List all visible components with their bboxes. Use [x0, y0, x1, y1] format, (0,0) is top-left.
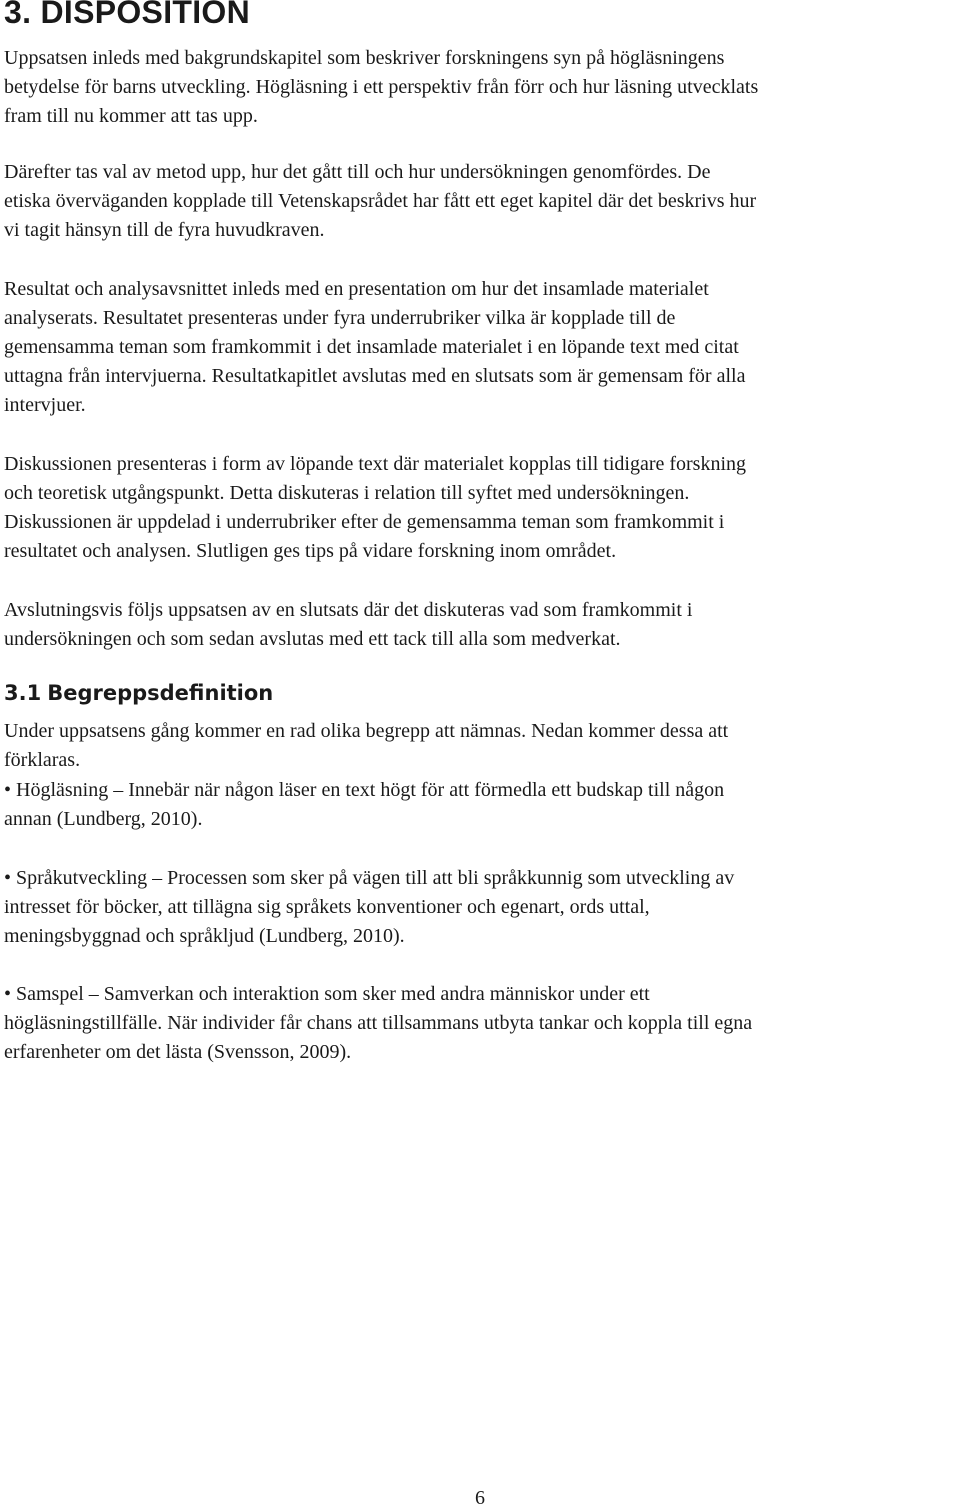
text-line: intresset för böcker, att tillägna sig språkets konventioner och egenart, ords uttal,	[4, 896, 650, 918]
text-line: resultatet och analysen. Slutligen ges tips på vidare forskning inom området.	[4, 540, 617, 562]
page-number: 6	[475, 1487, 485, 1509]
text-line: Under uppsatsens gång kommer en rad olika begrepp att nämnas. Nedan kommer dessa att	[4, 720, 729, 742]
subsection-number: 3.1	[4, 681, 42, 705]
paragraph-results	[4, 275, 960, 420]
text-line: Därefter tas val av metod upp, hur det gått till och hur undersökningen genomfördes. De	[4, 161, 711, 183]
text-line: högläsningstillfälle. När individer får chans att tillsammans utbyta tankar och koppla till egna	[4, 1012, 753, 1034]
text-line: Uppsatsen inleds med bakgrundskapitel som beskriver forskningens syn på högläsningens	[4, 47, 725, 69]
text-line: • Samspel – Samverkan och interaktion som sker med andra människor under ett	[4, 983, 650, 1005]
text-line: gemensamma teman som framkommit i det insamlade materialet i en löpande text med citat	[4, 336, 739, 358]
text-line: uttagna från intervjuerna. Resultatkapitlet avslutas med en slutsats som är gemensam för alla	[4, 365, 746, 387]
text-line: Resultat och analysavsnittet inleds med en presentation om hur det insamlade materialet	[4, 278, 709, 300]
text-line: betydelse för barns utveckling. Högläsning i ett perspektiv från förr och hur läsning utvecklats	[4, 76, 759, 98]
paragraph-conclusion	[4, 596, 960, 654]
text-line: intervjuer.	[4, 394, 86, 416]
text-line: och teoretisk utgångspunkt. Detta diskuteras i relation till syftet med undersökningen.	[4, 482, 690, 504]
definition-sprakutveckling	[4, 864, 960, 951]
text-line: Diskussionen presenteras i form av löpande text där materialet kopplas till tidigare forskning	[4, 453, 747, 475]
text-line: meningsbyggnad och språkljud (Lundberg, 2010).	[4, 925, 405, 947]
definition-hoglasning	[4, 776, 960, 834]
subsection-title: Begreppsdefinition	[47, 681, 274, 705]
text-line: • Högläsning – Innebär när någon läser en text högt för att förmedla ett budskap till någon	[4, 779, 725, 801]
text-line: • Språkutveckling – Processen som sker på vägen till att bli språkkunnig som utveckling av	[4, 867, 735, 889]
text-line: etiska överväganden kopplade till Vetenskapsrådet har fått ett eget kapitel där det beskrivs hur	[4, 190, 757, 212]
text-line: Diskussionen är uppdelad i underrubriker efter de gemensamma teman som framkommit i	[4, 511, 725, 533]
text-line: analyserats. Resultatet presenteras under fyra underrubriker vilka är kopplade till de	[4, 307, 676, 329]
subsection-heading	[4, 676, 273, 710]
text-line: förklaras.	[4, 749, 81, 771]
text-line: erfarenheter om det lästa (Svensson, 2009).	[4, 1041, 352, 1063]
paragraph-intro	[4, 44, 960, 131]
text-line: Avslutningsvis följs uppsatsen av en slutsats där det diskuteras vad som framkommit i	[4, 599, 693, 621]
text-line: fram till nu kommer att tas upp.	[4, 105, 258, 127]
paragraph-definitions-intro	[4, 717, 960, 775]
section-heading: 3. DISPOSITION	[4, 0, 251, 30]
paragraph-discussion	[4, 450, 960, 566]
definition-samspel	[4, 980, 960, 1067]
text-line: vi tagit hänsyn till de fyra huvudkraven.	[4, 219, 325, 241]
text-line: annan (Lundberg, 2010).	[4, 808, 203, 830]
paragraph-method	[4, 158, 960, 245]
text-line: undersökningen och som sedan avslutas med ett tack till alla som medverkat.	[4, 628, 621, 650]
